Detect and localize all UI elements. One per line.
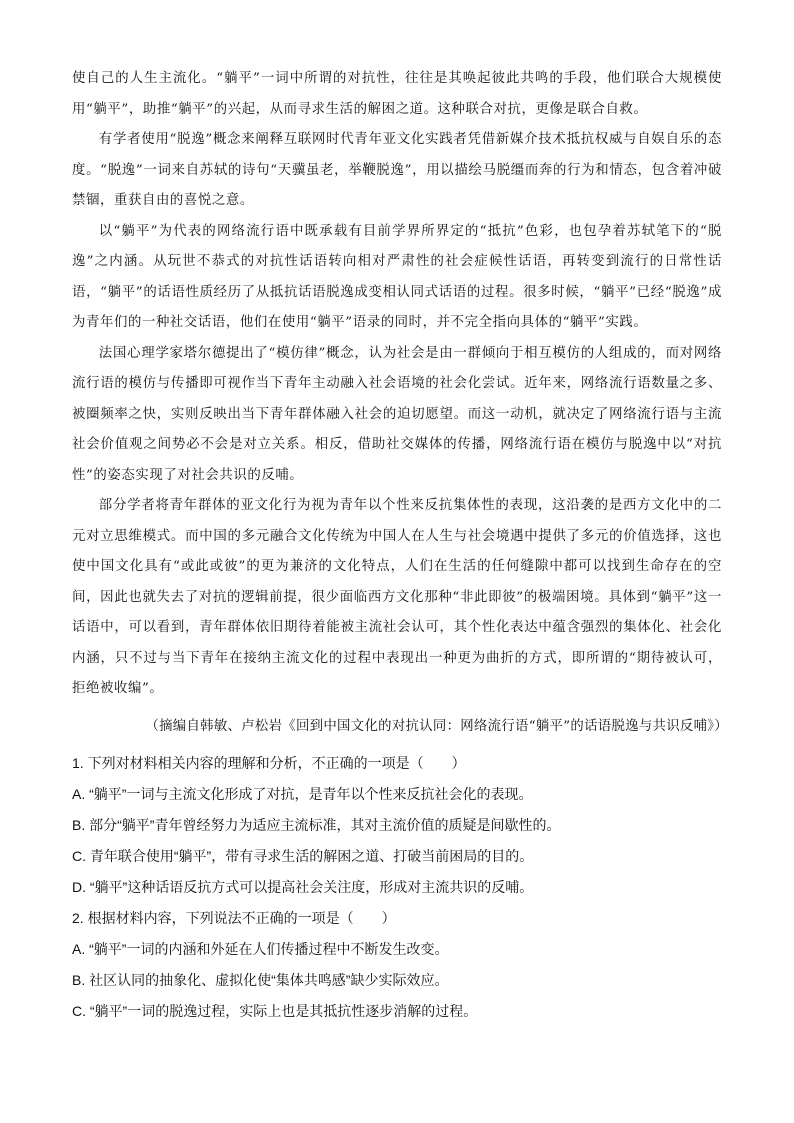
question-section bbox=[72, 748, 722, 1027]
question-1-option-b: B. 部分“躺平”青年曾经努力为适应主流标准，其对主流价值的质疑是间歇性的。 bbox=[72, 817, 561, 833]
reading-passage bbox=[72, 64, 722, 705]
question-1-stem: 1. 下列对材料相关内容的理解和分析，不正确的一项是（ ） bbox=[72, 755, 466, 771]
question-2 bbox=[72, 903, 722, 1027]
question-1-option-c: C. 青年联合使用“躺平”，带有寻求生活的解困之道、打破当前困局的目的。 bbox=[72, 848, 534, 864]
passage-paragraph-5: 部分学者将青年群体的亚文化行为视为青年以个性来反抗集体性的表现，这沿袭的是西方文化中的二元对立思维模式。而中国的多元融合文化传统为中国人在人生与社会境遇中提供了多元的价值选择，这也使中国文化具有“或此或彼”的更为兼济的文化特点，人们在生活的任何缝隙中都可以找到生命存在的空间，因此也就失去了对抗的逻辑前提，很少面临西方文化那种“非此即彼”的极端困境。具体到“躺平”这一话语中，可以看到，青年群体依旧期待着能被主流社会认可，其个性化表达中蕴含强烈的集体化、社会化内涵，只不过与当下青年在接纳主流文化的过程中表现出一种更为曲折的方式，即所谓的“期待被认可，拒绝被收编”。 bbox=[72, 498, 722, 696]
question-1 bbox=[72, 748, 722, 903]
passage-paragraph-1: 使自己的人生主流化。“躺平”一词中所谓的对抗性，往往是其唤起彼此共鸣的手段，他们联合大规模使用“躺平”，助推“躺平”的兴起，从而寻求生活的解困之道。这种联合对抗，更像是联合自救。 bbox=[72, 71, 722, 117]
question-1-option-a: A. “躺平”一词与主流文化形成了对抗，是青年以个性来反抗社会化的表现。 bbox=[72, 786, 533, 802]
passage-paragraph-3: 以“躺平”为代表的网络流行语中既承载有目前学界所界定的“抵抗”色彩，也包孕着苏轼笔下的“脱逸”之内涵。从玩世不恭式的对抗性话语转向相对严肃性的社会症候性话语，再转变到流行的日常性话语，“躺平”的话语性质经历了从抵抗话语脱逸成变相认同式话语的过程。很多时候，“躺平”已经“脱逸”成为青年们的一种社交话语，他们在使用“躺平”语录的同时，并不完全指向具体的“躺平”实践。 bbox=[72, 223, 722, 330]
question-2-option-c: C. “躺平”一词的脱逸过程，实际上也是其抵抗性逐步消解的过程。 bbox=[72, 1003, 478, 1019]
question-1-option-d: D. “躺平”这种话语反抗方式可以提高社会关注度，形成对主流共识的反哺。 bbox=[72, 879, 534, 895]
question-2-option-a: A. “躺平”一词的内涵和外延在人们传播过程中不断发生改变。 bbox=[72, 941, 449, 957]
passage-paragraph-2: 有学者使用“脱逸”概念来阐释互联网时代青年亚文化实践者凭借新媒介技术抵抗权威与自娱自乐的态度。“脱逸”一词来自苏轼的诗句“天骥虽老，举鞭脱逸”，用以描绘马脱缰而奔的行为和情态，包含着冲破禁锢，重获自由的喜悦之意。 bbox=[72, 132, 722, 208]
source-citation: （摘编自韩敏、卢松岩《回到中国文化的对抗认同：网络流行语“躺平”的话语脱逸与共识反哺》） bbox=[145, 719, 728, 734]
question-2-stem: 2. 根据材料内容，下列说法不正确的一项是（ ） bbox=[72, 910, 396, 926]
passage-paragraph-4: 法国心理学家塔尔德提出了“模仿律”概念，认为社会是由一群倾向于相互模仿的人组成的，而对网络流行语的模仿与传播即可视作当下青年主动融入社会语境的社会化尝试。近年来，网络流行语数量之多、被圈频率之快，实则反映出当下青年群体融入社会的迫切愿望。而这一动机，就决定了网络流行语与主流社会价值观之间势必不会是对立关系。相反，借助社交媒体的传播，网络流行语在模仿与脱逸中以“对抗性”的姿态实现了对社会共识的反哺。 bbox=[72, 345, 722, 483]
question-2-option-b: B. 社区认同的抽象化、虚拟化使“集体共鸣感”缺少实际效应。 bbox=[72, 972, 449, 988]
